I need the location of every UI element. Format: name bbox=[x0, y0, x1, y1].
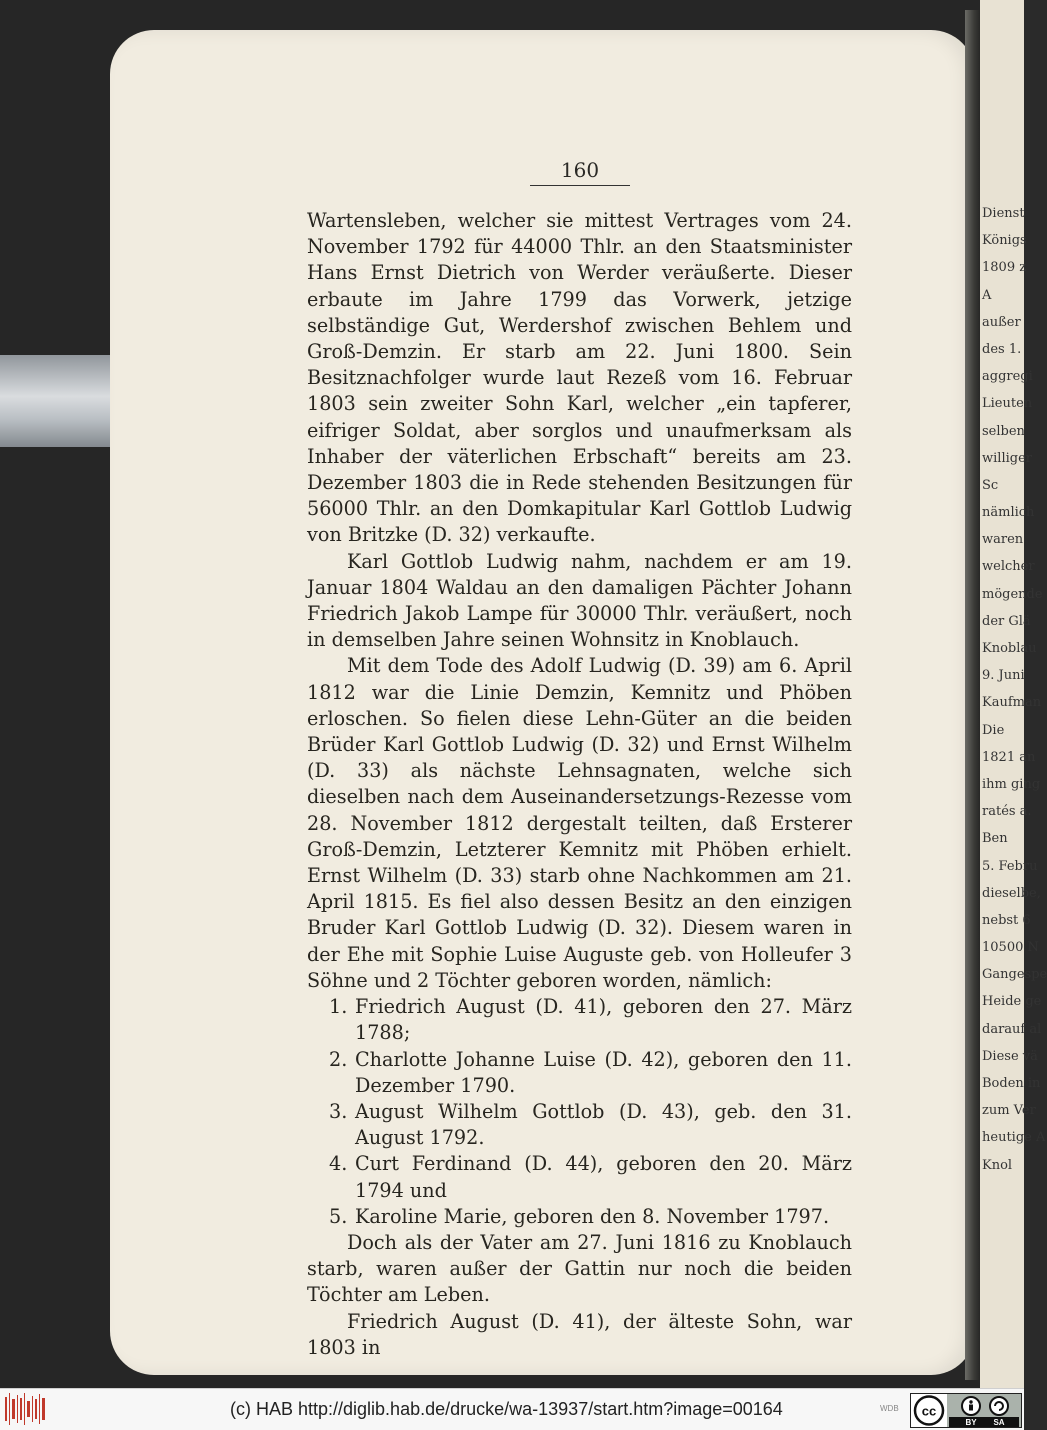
list-item-text: Charlotte Johanne Luise (D. 42), geboren den 11. Dezember 1790. bbox=[355, 1047, 852, 1097]
facing-page-word: welcher bbox=[982, 559, 1035, 575]
facing-page-word: Ben bbox=[982, 831, 1008, 847]
list-item-text: Curt Ferdinand (D. 44), geboren den 20. März 1794 und bbox=[355, 1152, 852, 1202]
list-item bbox=[307, 1047, 852, 1099]
facing-page-word: Boden in bbox=[982, 1076, 1041, 1091]
page-number: 160 bbox=[560, 158, 600, 182]
wdb-logo: WDB bbox=[880, 1404, 899, 1413]
paragraphs bbox=[307, 208, 852, 994]
facing-page-word: Die bbox=[982, 722, 1005, 738]
facing-page-word: Knoblau bbox=[982, 641, 1037, 656]
facing-page-word: mögende bbox=[982, 586, 1043, 602]
copyright-credit: (c) HAB http://diglib.hab.de/drucke/wa-13937/start.htm?image=00164 bbox=[230, 1399, 783, 1419]
facing-page-word: Sc bbox=[982, 477, 999, 493]
facing-page-word: Knol bbox=[982, 1157, 1013, 1173]
facing-page-word: ratés a. bbox=[982, 804, 1032, 820]
facing-page-word: williger bbox=[982, 450, 1032, 466]
list-item bbox=[307, 1151, 852, 1203]
paragraph: Mit dem Tode des Adolf Ludwig (D. 39) am 6. April 1812 war die Linie Demzin, Kemnitz und Phöben erloschen. So fielen diese Lehn-Güter an die beiden Brüder Karl Gottlob Ludwig (D. 32) und Ernst Wilhelm (D. 33) als nächste Lehnsagnaten, welche sich dieselben nach dem Auseinandersetzungs-Rezesse vom 28. November 1812 dergestalt teilten, daß Ersterer Groß-Demzin, Letzterer Kemnitz mit Phöben erhielt. Ernst Wilhelm (D. 33) starb ohne Nachkommen am 21. April 1815. Es fiel also dessen Besitz an den einzigen Bruder Karl Gottlob Ludwig (D. 32). Diesem waren in der Ehe mit Sophie Luise Auguste geb. von Holleufer 3 Söhne und 2 Töchter geboren worden, nämlich: bbox=[307, 654, 852, 992]
facing-page-word: 5. Febru bbox=[982, 858, 1038, 874]
facing-page-word: Kaufman bbox=[982, 695, 1042, 711]
list-item-number: 1. bbox=[329, 995, 348, 1019]
facing-page-word: Gangespe bbox=[982, 967, 1047, 983]
facing-page-word: waren bbox=[982, 532, 1024, 548]
facing-page-word: dieselbe, bbox=[982, 885, 1041, 901]
barcode-logo-icon bbox=[5, 1393, 47, 1425]
facing-page-word: 10500 N bbox=[982, 940, 1039, 956]
facing-page-word: der Glä bbox=[982, 613, 1031, 629]
facing-page-word: aggregi bbox=[982, 369, 1033, 385]
facing-page-word: Königs bbox=[982, 233, 1027, 249]
facing-page-margin-text bbox=[982, 200, 1047, 1179]
facing-page-word: darauf al bbox=[982, 1021, 1042, 1037]
cc-by-label: BY bbox=[965, 1418, 977, 1428]
paragraph: Wartensleben, welcher sie mittest Vertrages vom 24. November 1792 für 44000 Thlr. an den Staatsminister Hans Ernst Dietrich von Werder veräußerte. Dieser erbaute im Jahre 1799 das Vorwerk, jetzige selbständige Gut, Werdershof zwischen Behlem und Groß-Demzin. Er starb am 22. Juni 1800. Sein Besitznachfolger wurde laut Rezeß vom 16. Februar 1803 sein zweiter Sohn Karl, welcher „ein tapferer, eifriger Soldat, aber sorglos und unaufmerksam als Inhaber der väterlichen Erbschaft“ bereits am 23. Dezember 1803 die in Rede stehenden Besitzungen für 56000 Thlr. an den Domkapitular Karl Gottlob Ludwig von Britzke (D. 32) verkaufte. bbox=[307, 209, 852, 547]
facing-page-word: 9. Juni bbox=[982, 668, 1025, 684]
facing-page-word: selben bbox=[982, 423, 1025, 439]
facing-page-word: zum Ver bbox=[982, 1103, 1036, 1119]
cc-sa-label: SA bbox=[993, 1418, 1005, 1428]
list-item-number: 5. bbox=[329, 1204, 348, 1228]
facing-page-word: 1821 an bbox=[982, 749, 1036, 765]
list-item-number: 2. bbox=[329, 1047, 348, 1071]
facing-page-word: Heide ge bbox=[982, 994, 1042, 1010]
facing-page-word: außer bbox=[982, 314, 1021, 330]
list-item-number: 4. bbox=[329, 1152, 348, 1176]
facing-page-word: ihm ging bbox=[982, 776, 1041, 792]
closing-paragraphs bbox=[307, 1230, 852, 1361]
page-number-rule bbox=[530, 185, 630, 186]
cc-symbol-text: cc bbox=[921, 1403, 937, 1419]
facing-page-word: des 1. bbox=[982, 341, 1022, 357]
facing-page-word: nämlich bbox=[982, 505, 1035, 521]
list-item-text: August Wilhelm Gottlob (D. 43), geb. den 31. August 1792. bbox=[355, 1099, 852, 1150]
paragraph: Friedrich August (D. 41), der älteste Sohn, war 1803 in bbox=[307, 1309, 852, 1359]
body-text bbox=[307, 208, 852, 1361]
list-item-text: Karoline Marie, geboren den 8. November 1797. bbox=[355, 1204, 830, 1228]
list-item-number: 3. bbox=[329, 1099, 348, 1123]
facing-page-word: Dienst bbox=[982, 206, 1025, 221]
list-item bbox=[307, 1204, 852, 1230]
facing-page-word: nebst 6 bbox=[982, 912, 1031, 928]
list-item bbox=[307, 994, 852, 1046]
facing-page-word: Diese vä bbox=[982, 1048, 1038, 1064]
list-item bbox=[307, 1099, 852, 1151]
paragraph: Karl Gottlob Ludwig nahm, nachdem er am 19. Januar 1804 Waldau an den damaligen Pächter Johann Friedrich Jakob Lampe für 30000 Thlr. veräußert, noch in demselben Jahre seinen Wohnsitz in Knoblauch. bbox=[307, 549, 852, 652]
footer-bar bbox=[0, 1388, 1024, 1430]
facing-page-word: Lieuten bbox=[982, 396, 1033, 412]
children-list bbox=[307, 994, 852, 1230]
list-item-text: Friedrich August (D. 41), geboren den 27. März 1788; bbox=[355, 995, 852, 1045]
facing-page-word: 1809 z bbox=[982, 260, 1027, 276]
paragraph: Doch als der Vater am 27. Juni 1816 zu Knoblauch starb, waren außer der Gattin nur noch die beiden Töchter am Leben. bbox=[307, 1230, 852, 1307]
cc-license-badge-icon[interactable] bbox=[910, 1393, 1022, 1428]
facing-page-word: heutige A bbox=[982, 1130, 1046, 1146]
facing-page-word: A bbox=[982, 287, 992, 303]
